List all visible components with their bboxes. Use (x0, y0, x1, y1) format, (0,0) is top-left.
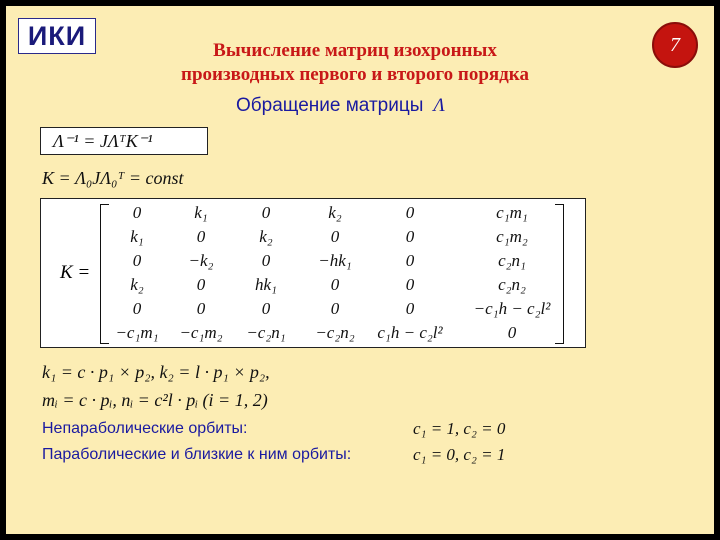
matrix-cell: 0 (330, 299, 340, 318)
title-line-1: Вычисление матриц изохронных (213, 40, 497, 61)
matrix-cell: 0 (261, 299, 271, 318)
matrix-cell: 0 (330, 227, 340, 246)
inverse-formula-box (40, 127, 208, 155)
inverse-formula: Λ⁻¹ = JΛᵀK⁻¹ (53, 130, 153, 151)
matrix-cell: 0 (405, 227, 415, 246)
logo-text: ИКИ (27, 20, 87, 51)
definition-line-1: k₁ = c · p₁ × p₂, k₂ = l · p₁ × p₂, (42, 362, 270, 382)
matrix-cell: c₂n₂ (498, 275, 526, 294)
matrix-cell: k₁ (130, 227, 144, 246)
matrix-cell: −c₂n₁ (246, 323, 286, 342)
matrix-cell: c₁m₂ (496, 227, 528, 246)
matrix-cell: k₂ (328, 203, 342, 222)
matrix-cell: −k₂ (188, 251, 214, 270)
matrix-cell: 0 (196, 227, 206, 246)
matrix-cell: k₁ (194, 203, 208, 222)
iki-logo (18, 18, 96, 54)
matrix-cell: 0 (405, 251, 415, 270)
matrix-cell: 0 (132, 203, 142, 222)
matrix-cell: 0 (405, 299, 415, 318)
definition-line-2: mᵢ = c · pᵢ, nᵢ = c²l · pᵢ (i = 1, 2) (42, 390, 268, 410)
note-1-value: c₁ = 1, c₂ = 0 (413, 419, 506, 438)
matrix-cell: c₁m₁ (496, 203, 528, 222)
slide-number: 7 (670, 33, 680, 56)
matrix-cell: −c₁m₂ (179, 323, 223, 342)
note-2-label: Параболические и близкие к ним орбиты: (42, 446, 352, 463)
matrix-cell: −c₂n₂ (315, 323, 355, 342)
matrix-cell: −hk₁ (318, 251, 352, 270)
matrix-cell: 0 (261, 203, 271, 222)
matrix-cell: k₂ (259, 227, 273, 246)
matrix-label: K = (60, 262, 91, 283)
slide-number-badge (652, 22, 698, 68)
matrix-cell: c₁h − c₂l² (377, 323, 443, 342)
matrix-cell: k₂ (130, 275, 144, 294)
matrix-cell: −c₁h − c₂l² (473, 299, 551, 318)
matrix-cell: 0 (261, 251, 271, 270)
matrix-cell: 0 (330, 275, 340, 294)
subtitle-symbol: Λ (433, 95, 445, 116)
matrix-cell: −c₁m₁ (115, 323, 159, 342)
matrix-cell: 0 (196, 299, 206, 318)
matrix-cell: c₂n₁ (498, 251, 526, 270)
matrix-cell: 0 (132, 299, 142, 318)
matrix-cell: 0 (507, 323, 517, 342)
note-1-label: Непараболические орбиты: (42, 420, 248, 437)
matrix-cell: hk₁ (255, 275, 277, 294)
matrix-cell: 0 (196, 275, 206, 294)
subtitle-text: Обращение матрицы (236, 95, 424, 116)
matrix-cell: 0 (405, 275, 415, 294)
k-formula: K = Λ₀JΛ₀ᵀ = const (42, 168, 184, 188)
matrix-cell: 0 (405, 203, 415, 222)
subtitle (236, 95, 445, 117)
note-2-value: c₁ = 0, c₂ = 1 (413, 445, 506, 464)
title-line-2: производных первого и второго порядка (181, 64, 529, 85)
matrix-cell: 0 (132, 251, 142, 270)
